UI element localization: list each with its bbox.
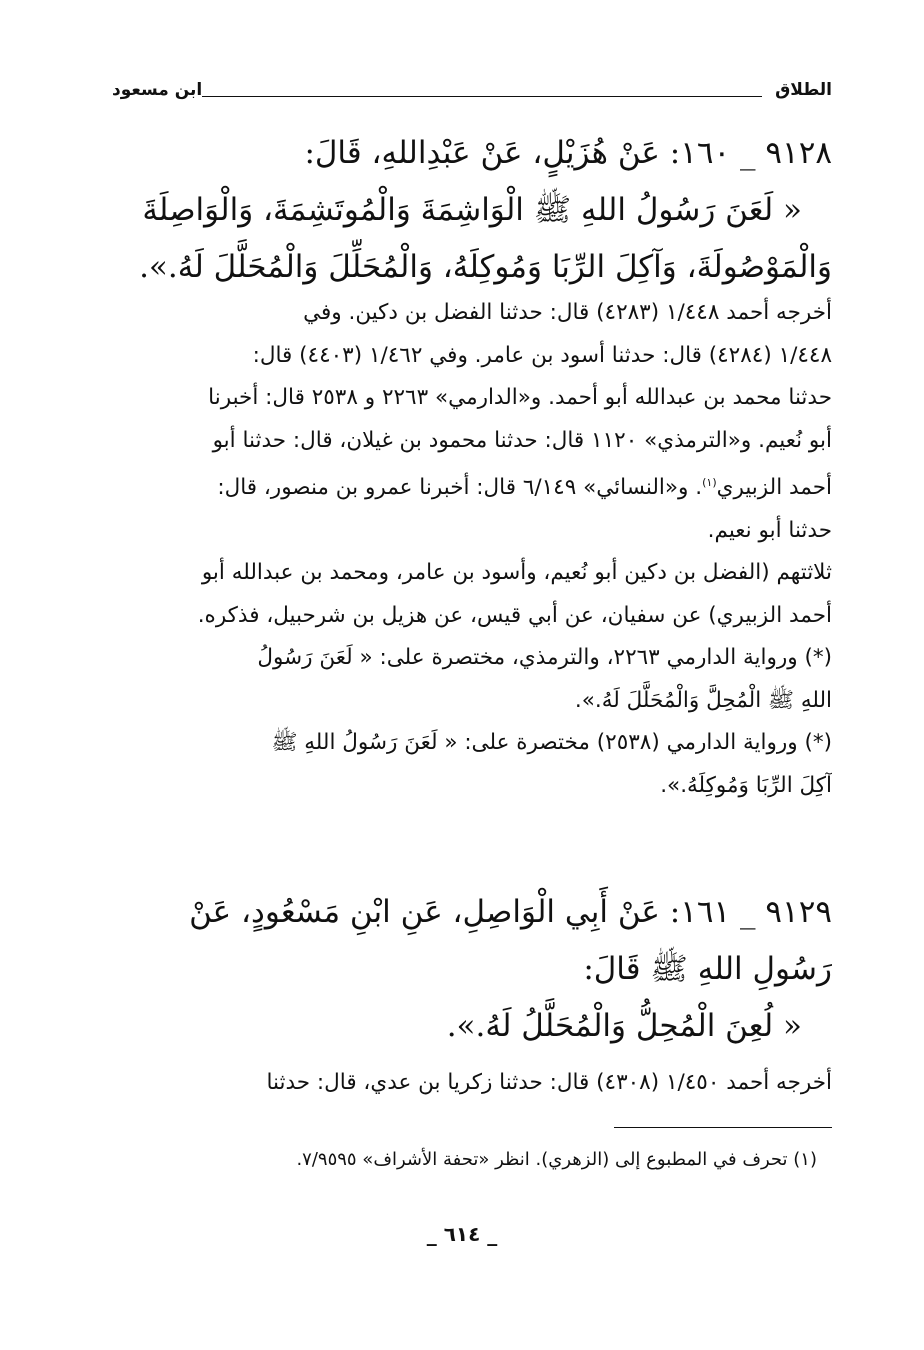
hadith-line: ٩١٢٩ _ ١٦١: عَنْ أَبِي الْوَاصِلِ، عَنِ ابْنِ مَسْعُودٍ، عَنْ	[189, 894, 832, 930]
takhrij-line: أبو نُعيم. و«الترمذي» ١١٢٠ قال: حدثنا محمود بن غيلان، قال: حدثنا أبو	[212, 427, 832, 453]
takhrij-text: . و«النسائي» ٦/١٤٩ قال: أخبرنا عمرو بن منصور، قال:	[217, 475, 703, 501]
hadith-9128	[112, 125, 832, 296]
hadith-line: وَالْمَوْصُولَةَ، وَآكِلَ الرِّبَا وَمُوكِلَهُ، وَالْمُحَلِّلَ وَالْمُحَلَّلَ لَهُ.».	[139, 249, 832, 285]
takhrij-line: حدثنا أبو نعيم.	[707, 517, 832, 543]
hadith-line: « لُعِنَ الْمُحِلُّ وَالْمُحَلَّلُ لَهُ.».	[446, 1008, 802, 1044]
chapter-title: الطلاق	[775, 80, 832, 100]
page-number: _ ٦١٤ _	[426, 1222, 498, 1246]
variant-note-line: (*) ورواية الدارمي (٢٥٣٨) مختصرة على: « لَعَنَ رَسُولُ اللهِ ﷺ	[271, 730, 832, 756]
narrators-line: أحمد الزبيري) عن سفيان، عن أبي قيس، عن هزيل بن شرحبيل، فذكره.	[197, 602, 832, 628]
takhrij-line: حدثنا محمد بن عبدالله أبو أحمد. و«الدارمي» ٢٢٦٣ و ٢٥٣٨ قال: أخبرنا	[208, 385, 832, 410]
companion-name: ابن مسعود	[112, 80, 203, 100]
variant-note-line: (*) ورواية الدارمي ٢٢٦٣، والترمذي، مختصرة على: « لَعَنَ رَسُولُ	[257, 645, 832, 671]
footnote-rule	[614, 1127, 832, 1128]
takhrij-9128	[112, 292, 832, 807]
takhrij-text: أحمد الزبيري	[716, 475, 832, 501]
variant-note-line: آكِلَ الرِّبَا وَمُوكِلَهُ.».	[660, 772, 832, 798]
takhrij-line: أخرجه أحمد ١/٤٤٨ (٤٢٨٣) قال: حدثنا الفضل بن دكين. وفي	[303, 300, 832, 325]
footnote-marker[interactable]: (١)	[702, 476, 717, 489]
takhrij-line	[112, 462, 832, 510]
takhrij-9129	[112, 1062, 832, 1105]
hadith-line: ٩١٢٨ _ ١٦٠: عَنْ هُزَيْلٍ، عَنْ عَبْدِاللهِ، قَالَ:	[304, 135, 832, 171]
variant-note-line: اللهِ ﷺ الْمُحِلَّ وَالْمُحَلَّلَ لَهُ.».	[574, 687, 832, 713]
takhrij-line: أخرجه أحمد ١/٤٥٠ (٤٣٠٨) قال: حدثنا زكريا بن عدي، قال: حدثنا	[266, 1070, 832, 1095]
hadith-line: « لَعَنَ رَسُولُ اللهِ ﷺ الْوَاشِمَةَ وَالْمُوتَشِمَةَ، وَالْوَاصِلَةَ	[142, 192, 802, 228]
header-rule	[202, 96, 762, 97]
hadith-9129	[112, 884, 832, 1055]
hadith-line: رَسُولِ اللهِ ﷺ قَالَ:	[583, 951, 832, 987]
running-header	[112, 80, 832, 110]
takhrij-line: ١/٤٤٨ (٤٢٨٤) قال: حدثنا أسود بن عامر. وفي ١/٤٦٢ (٤٤٠٣) قال:	[252, 342, 832, 368]
narrators-line: ثلاثتهم (الفضل بن دكين أبو نُعيم، وأسود بن عامر، ومحمد بن عبدالله أبو	[201, 560, 832, 586]
footnote: (١) تحرف في المطبوع إلى (الزهري). انظر «تحفة الأشراف» ٧/٩٥٩٥.	[296, 1149, 817, 1170]
